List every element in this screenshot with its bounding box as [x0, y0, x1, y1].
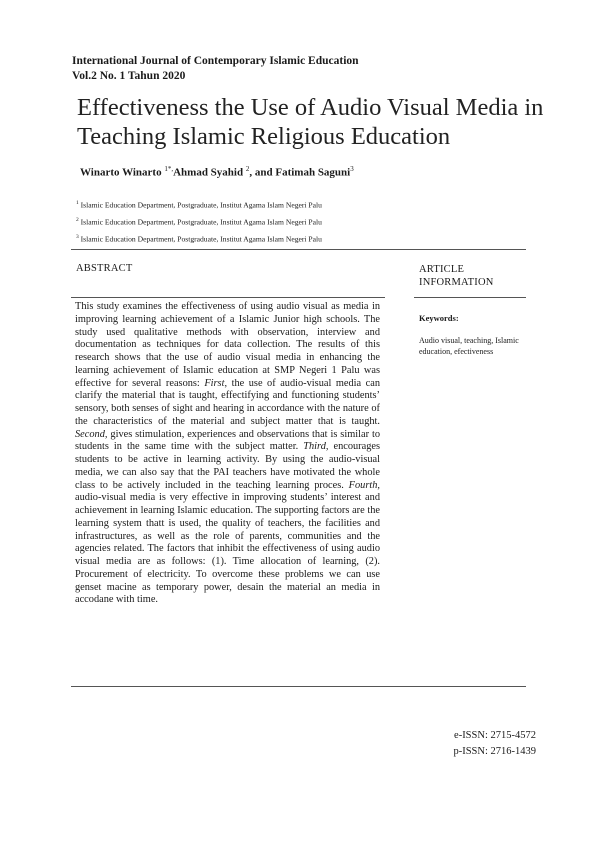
author-name: Ahmad Syahid — [173, 166, 246, 179]
affiliation-item — [76, 196, 322, 213]
author-name: , and Fatimah Saguni — [249, 166, 351, 179]
author-list — [80, 165, 354, 179]
abstract-body — [75, 301, 380, 607]
abstract-emphasis: Fourth, — [348, 479, 380, 491]
author-marker: 2 — [245, 165, 250, 173]
journal-header — [72, 54, 359, 84]
affiliation-item — [76, 230, 322, 247]
journal-issue: Vol.2 No. 1 Tahun 2020 — [72, 70, 186, 82]
abstract-bottom-divider — [71, 686, 526, 687]
author-name: Winarto Winarto — [80, 166, 165, 179]
keywords-list: Audio visual, teaching, Islamic education, efectiveness — [419, 336, 519, 356]
abstract-text: encourages students to be active in learning activity. By using the audio-visual media, we can also say that the PAI teachers have motivated the whole class to be actively included in the teaching learning proces. — [75, 441, 381, 491]
abstract-text: This study examines the effectiveness of using audio visual as media in improving learning achievement of a Islamic Junior high schools. The study used qualitative methods with observation, interview and documentation as techniques for data collection. The results of this research shows that the use of audio visual media in enhancing the learning achievement of Islamic education at SMP Negeri 1 Palu was effective for several reasons: — [75, 301, 380, 389]
affiliation-list — [76, 196, 322, 247]
abstract-text: gives stimulation, experiences and observations that is similar to students in the same time with the subject matter. — [75, 428, 380, 453]
journal-name: International Journal of Contemporary Islamic Education — [72, 55, 359, 67]
affiliation-text: Islamic Education Department, Postgraduate, Institut Agama Islam Negeri Palu — [80, 217, 322, 227]
affiliation-item — [76, 213, 322, 230]
author-marker: 3 — [350, 165, 354, 173]
paper-title: Effectiveness the Use of Audio Visual Media in Teaching Islamic Religious Education — [77, 94, 544, 150]
article-info-divider — [414, 297, 526, 298]
article-info-heading-line: ARTICLE — [419, 264, 465, 275]
affiliation-number: 3 — [76, 234, 79, 241]
keywords-label: Keywords: — [419, 313, 459, 323]
p-issn: p-ISSN: 2716-1439 — [453, 746, 536, 757]
affiliation-number: 2 — [76, 217, 79, 224]
abstract-top-divider — [71, 297, 385, 298]
abstract-emphasis: First — [204, 377, 225, 389]
e-issn: e-ISSN: 2715-4572 — [454, 730, 536, 741]
author-marker: 1*, — [164, 165, 174, 173]
affiliation-text: Islamic Education Department, Postgraduate, Institut Agama Islam Negeri Palu — [80, 200, 322, 210]
article-info-heading-line: INFORMATION — [419, 277, 494, 288]
abstract-text: audio-visual media is very effective in improving students’ interest and achievement in learning Islamic education. The supporting factors are the learning system thatt is used, the quality of teachers, the facilities and infrastructures, as well as the role of parents, communities and the agencies related. The factors that inhibit the effectiveness of using audio visual media are as follows: (1). Time allocation of learning, (2). Procurement of electricity. To overcome these problems we can use genset macine as temporary power, desain the material an media in accodane with time. — [75, 492, 380, 606]
article-info-heading — [419, 263, 494, 289]
affiliation-number: 1 — [76, 200, 79, 206]
abstract-emphasis: Second, — [75, 428, 108, 440]
issn-block — [439, 728, 536, 760]
header-divider — [71, 249, 526, 250]
abstract-heading: ABSTRACT — [76, 263, 133, 274]
affiliation-text: Islamic Education Department, Postgraduate, Institut Agama Islam Negeri Palu — [80, 234, 322, 244]
abstract-text: , the use of audio-visual media can clarify the material that is taught, effectifying and functioning students’ sensory, both senses of sight and hearing in accordance with the nature of the characteristics of the material and subject matter that is taught. — [75, 377, 381, 427]
abstract-emphasis: Third, — [303, 441, 329, 453]
